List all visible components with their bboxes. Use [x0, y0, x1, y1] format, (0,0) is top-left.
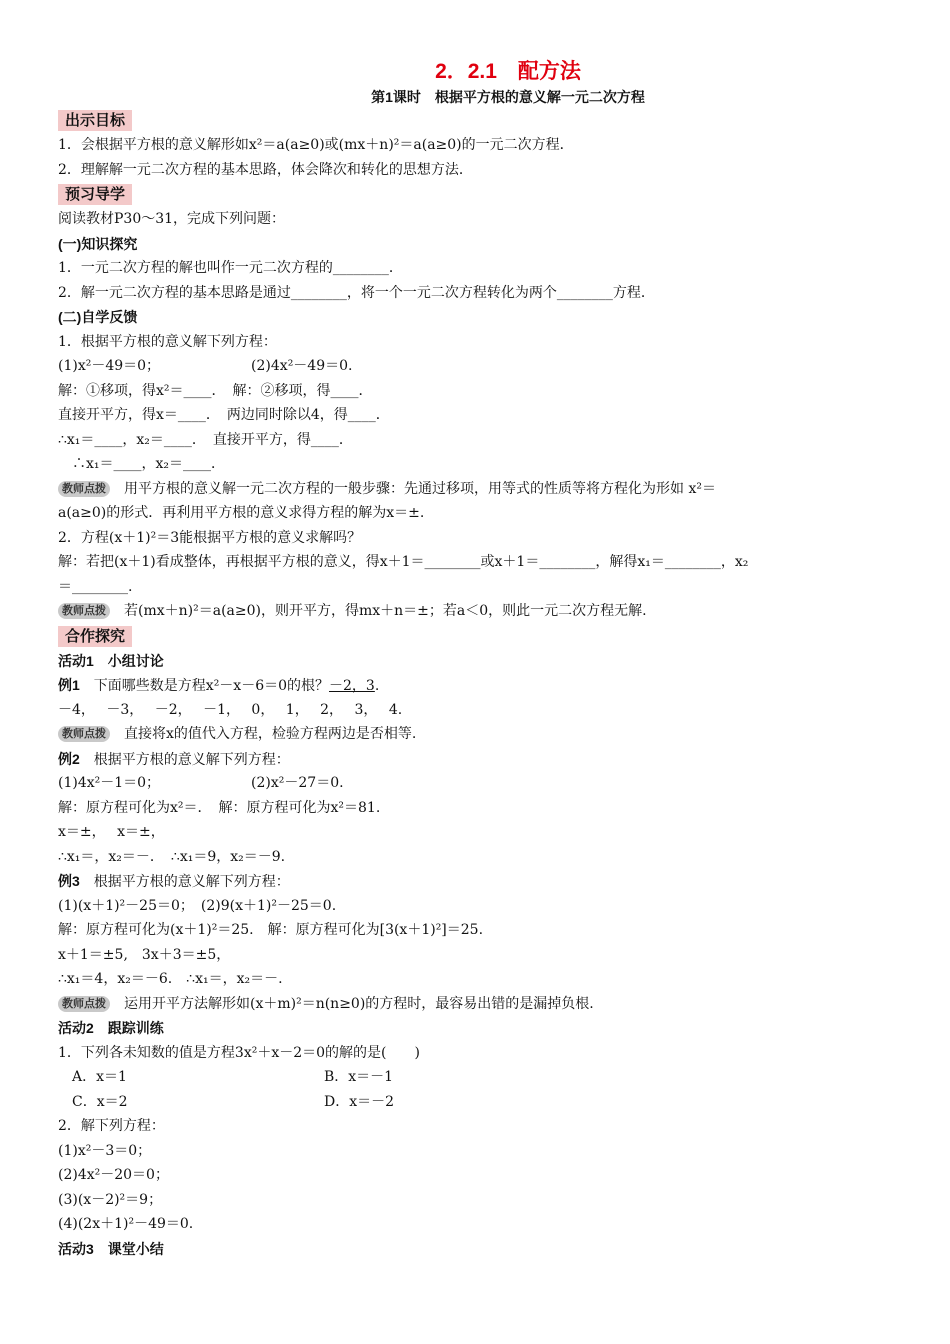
exercise-2-question: 2．解下列方程：	[58, 1118, 165, 1134]
exercise-2-item: (1)x²－3＝0；	[58, 1142, 152, 1159]
section-heading-goals: 出示目标	[58, 110, 132, 131]
option-b: B．x＝－1	[324, 1069, 394, 1085]
teacher-tip-1	[58, 477, 898, 502]
part2-question-2: 2．方程(x＋1)²＝3能根据平方根的意义求解吗？	[58, 529, 362, 546]
example-1-question	[58, 673, 898, 698]
example-3-text: 根据平方根的意义解下列方程：	[79, 874, 290, 890]
part2-line: 直接开平方，得x＝____． 两边同时除以4，得____．	[58, 407, 390, 423]
worksheet-page	[58, 58, 898, 1261]
section-goals-row	[58, 108, 898, 133]
part2-answer-line: ＝________.	[58, 578, 133, 595]
section-heading-preview: 预习导学	[58, 184, 132, 205]
teacher-tip-4	[58, 992, 898, 1017]
teacher-tip-3	[58, 722, 898, 747]
exercise-1-options-row	[58, 1090, 898, 1115]
example-3-line: x＋1＝±5, 3x＋3＝±5，	[58, 946, 231, 963]
exercise-1-options-row	[58, 1065, 898, 1090]
exercise-2-item: (3)(x－2)²＝9；	[58, 1191, 163, 1208]
part2-title: (二)自学反馈	[58, 309, 138, 325]
option-d: D．x＝－2	[324, 1093, 395, 1110]
part2-line: (1)x²－49＝0； (2)4x²－49＝0.	[58, 358, 353, 374]
example-2-line: x＝±， x＝±，	[58, 824, 165, 840]
teacher-tip-2	[58, 599, 898, 624]
example-2-text: 根据平方根的意义解下列方程：	[79, 751, 290, 768]
example-2-line: (1)4x²－1＝0； (2)x²－27＝0.	[58, 775, 344, 791]
example-2-question	[58, 747, 898, 772]
example-2-line: 解：原方程可化为x²＝． 解：原方程可化为x²＝81.	[58, 799, 381, 816]
part1-item: 2．解一元二次方程的基本思路是通过________，将一个一元二次方程转化为两个________方程．	[58, 284, 655, 301]
part2-line: 1．根据平方根的意义解下列方程：	[58, 333, 277, 350]
example-2-label: 例2	[58, 750, 80, 767]
goal-item: 1．会根据平方根的意义解形如x²＝a(a≥0)或(mx＋n)²＝a(a≥0)的一元二次方程．	[58, 137, 574, 153]
page-subtitle: 第1课时 根据平方根的意义解一元二次方程	[371, 89, 645, 105]
goal-item: 2．理解解一元二次方程的基本思路，体会降次和转化的思想方法．	[58, 161, 473, 178]
example-1-end: .	[374, 678, 380, 694]
example-3-line: (1)(x＋1)²－25＝0； (2)9(x＋1)²－25＝0.	[58, 897, 337, 914]
example-1-label: 例1	[58, 677, 80, 693]
example-3-question	[58, 869, 898, 894]
part2-answer-line: 解：若把(x＋1)看成整体，再根据平方根的意义，得x＋1＝________或x＋1＝________，解得x₁＝________，x₂	[58, 554, 749, 570]
tip-text: 若(mx＋n)²＝a(a≥0)，则开平方，得mx＋n＝±；若a＜0，则此一元二次方程无解.	[124, 603, 647, 619]
example-3-line: ∴x₁＝4，x₂＝－6. ∴x₁＝，x₂＝－.	[58, 971, 283, 987]
tip-text: 直接将x的值代入方程，检验方程两边是否相等.	[124, 726, 417, 742]
example-1-answer: －2，3	[329, 678, 375, 694]
option-a: A．x＝1	[72, 1069, 127, 1085]
teacher-tip-badge: 教师点拨	[58, 481, 110, 497]
tip-text: 用平方根的意义解一元二次方程的一般步骤：先通过移项，用等式的性质等将方程化为形如 x²＝	[124, 480, 716, 497]
example-3-line: 解：原方程可化为(x＋1)²＝25. 解：原方程可化为[3(x＋1)²]＝25.	[58, 922, 484, 938]
activity-1-title: 活动1 小组讨论	[58, 652, 164, 669]
section-coop-row	[58, 624, 898, 649]
part1-item: 1．一元二次方程的解也叫作一元二次方程的________．	[58, 260, 403, 276]
section-preview-row	[58, 182, 898, 207]
example-1-text: 下面哪些数是方程x²－x－6＝0的根？	[79, 678, 330, 694]
tip-text: 运用开平方法解形如(x＋m)²＝n(n≥0)的方程时，最容易出错的是漏掉负根.	[124, 995, 594, 1012]
teacher-tip-badge: 教师点拨	[58, 603, 110, 619]
teacher-tip-badge: 教师点拨	[58, 996, 110, 1012]
part2-line: 解：①移项，得x²＝____． 解：②移项，得____．	[58, 382, 373, 399]
example-1-candidates: －4， －3， －2， －1， 0， 1， 2， 3， 4.	[58, 701, 403, 718]
section-heading-coop: 合作探究	[58, 626, 132, 647]
activity-3-title: 活动3 课堂小结	[58, 1240, 164, 1257]
exercise-2-item: (4)(2x＋1)²－49＝0.	[58, 1216, 194, 1232]
part1-title: (一)知识探究	[58, 235, 138, 252]
part2-line: ∴x₁＝____，x₂＝____．	[58, 456, 226, 472]
page-title: 2．2.1 配方法	[435, 60, 581, 83]
exercise-2-item: (2)4x²－20＝0；	[58, 1167, 169, 1183]
teacher-tip-badge: 教师点拨	[58, 726, 110, 742]
example-2-line: ∴x₁＝，x₂＝－． ∴x₁＝9，x₂＝－9.	[58, 848, 286, 865]
activity-2-title: 活动2 跟踪训练	[58, 1020, 164, 1036]
tip-text-continued: a(a≥0)的形式．再利用平方根的意义求得方程的解为x＝±.	[58, 505, 425, 521]
exercise-1-question: 1．下列各未知数的值是方程3x²＋x－2＝0的解的是( )	[58, 1044, 420, 1061]
part2-line: ∴x₁＝____，x₂＝____． 直接开平方，得____．	[58, 431, 353, 448]
preview-intro: 阅读教材P30～31，完成下列问题：	[58, 211, 286, 227]
example-3-label: 例3	[58, 873, 80, 889]
option-c: C．x＝2	[72, 1093, 128, 1110]
